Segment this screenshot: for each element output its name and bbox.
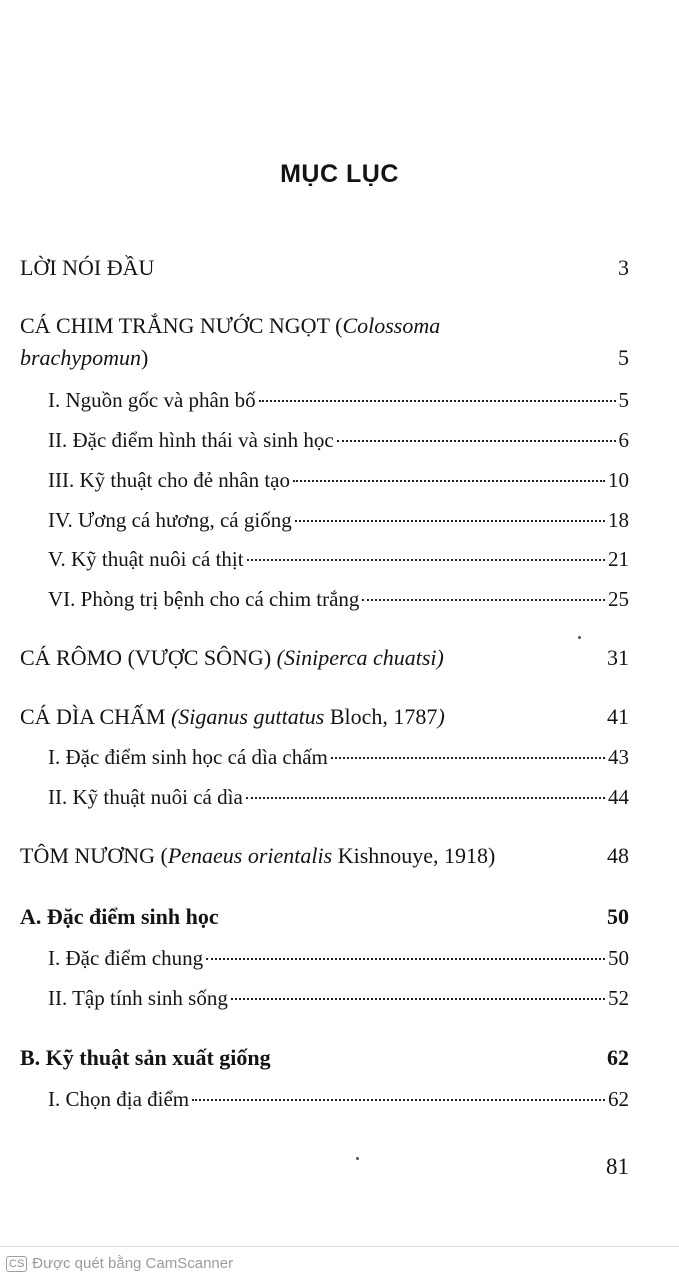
page-title: MỤC LỤC xyxy=(280,160,399,188)
toc-entry-text: CÁ CHIM TRẮNG NƯỚC NGỌT (Colossoma xyxy=(20,313,441,338)
toc-subentry: IV. Ương cá hương, cá giống 18 xyxy=(48,508,629,532)
scientific-name: (Siniperca chuatsi) xyxy=(276,645,444,670)
toc-section-heading: A. Đặc điểm sinh học 50 xyxy=(20,904,629,929)
toc-subentry: I. Nguồn gốc và phân bố 5 xyxy=(48,388,629,412)
toc-entry: TÔM NƯƠNG (Penaeus orientalis Kishnouye, 1918) 48 xyxy=(20,843,629,868)
toc-entry xyxy=(20,255,629,281)
scientific-name: Colossoma xyxy=(342,313,441,338)
toc-entry-page: 5 xyxy=(618,345,629,370)
scientific-name: (Siganus guttatus xyxy=(170,704,325,729)
toc-subentry: III. Kỹ thuật cho đẻ nhân tạo 10 xyxy=(48,468,629,492)
toc-subentry: I. Đặc điểm chung 50 xyxy=(48,946,629,970)
scanner-footer-text: Được quét bằng CamScanner xyxy=(32,1255,234,1272)
toc-subentry: II. Đặc điểm hình thái và sinh học 6 xyxy=(48,428,629,452)
scan-speck xyxy=(356,1157,359,1160)
scientific-name: Penaeus orientalis xyxy=(167,843,333,868)
scanner-footer xyxy=(0,1246,679,1280)
toc-section-heading: B. Kỹ thuật sản xuất giống 62 xyxy=(20,1045,629,1070)
toc-entry-continued: brachypomun) 5 xyxy=(20,345,629,370)
toc-subentry: I. Chọn địa điểm 62 xyxy=(48,1087,629,1111)
toc-entry-page: 3 xyxy=(618,255,629,280)
toc-entry: CÁ RÔMO (VƯỢC SÔNG) (Siniperca chuatsi) 31 xyxy=(20,645,629,670)
toc-subentry: II. Tập tính sinh sống 52 xyxy=(48,986,629,1010)
toc-entry-text: LỜI NÓI ĐẦU xyxy=(20,255,155,280)
toc-subentry: V. Kỹ thuật nuôi cá thịt 21 xyxy=(48,547,629,571)
scan-speck xyxy=(578,636,581,639)
toc-subentry: II. Kỹ thuật nuôi cá dìa 44 xyxy=(48,785,629,809)
scientific-name: brachypomun xyxy=(20,345,141,370)
toc-subentry: I. Đặc điểm sinh học cá dìa chấm 43 xyxy=(48,745,629,769)
toc-subentry: VI. Phòng trị bệnh cho cá chim trắng 25 xyxy=(48,587,629,611)
toc-entry: CÁ DÌA CHẤM (Siganus guttatus Bloch, 1787) 41 xyxy=(20,704,629,729)
page-number: 81 xyxy=(606,1154,629,1179)
toc-entry xyxy=(20,313,629,339)
camscanner-logo-icon: CS xyxy=(6,1256,27,1272)
